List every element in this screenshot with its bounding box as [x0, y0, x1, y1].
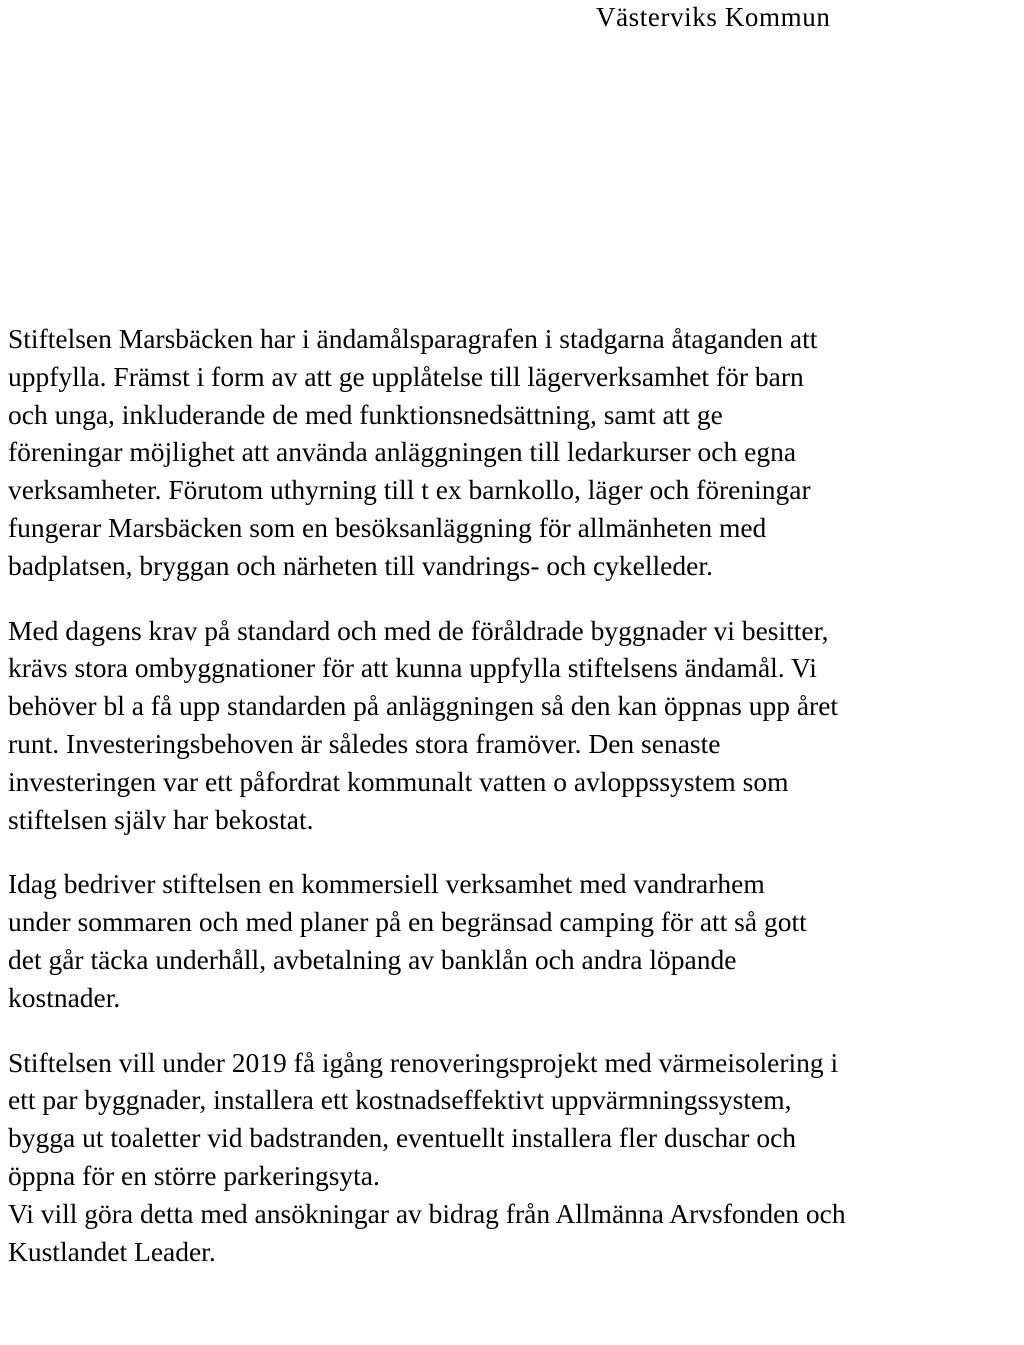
text-line: Vi vill göra detta med ansökningar av bidrag från Allmänna Arvsfonden och: [8, 1197, 846, 1229]
text-line: under sommaren och med planer på en begränsad camping för att så gott: [8, 906, 807, 938]
document-header: [596, 2, 830, 33]
paragraph-purpose: [8, 320, 1022, 585]
text-line: fungerar Marsbäcken som en besöksanläggning för allmänheten med: [8, 511, 767, 543]
text-line: Stiftelsen vill under 2019 få igång renoveringsprojekt med värmeisolering i: [8, 1046, 839, 1078]
text-line: kostnader.: [8, 981, 121, 1013]
paragraph-commercial-activity: [8, 865, 1022, 1016]
text-line: och unga, inkluderande de med funktionsnedsättning, samt att ge: [8, 398, 723, 430]
text-line: Idag bedriver stiftelsen en kommersiell verksamhet med vandrarhem: [8, 868, 765, 900]
text-line: verksamheter. Förutom uthyrning till t ex barnkollo, läger och föreningar: [8, 474, 811, 506]
text-line: stiftelsen själv har bekostat.: [8, 803, 314, 835]
text-line: Med dagens krav på standard och med de föråldrade byggnader vi besitter,: [8, 614, 829, 646]
text-line: krävs stora ombyggnationer för att kunna uppfylla stiftelsens ändamål. Vi: [8, 652, 817, 684]
text-line: det går täcka underhåll, avbetalning av banklån och andra löpande: [8, 943, 737, 975]
text-line: Kustlandet Leader.: [8, 1235, 216, 1267]
text-line: runt. Investeringsbehoven är således stora framöver. Den senaste: [8, 727, 721, 759]
text-line: bygga ut toaletter vid badstranden, eventuellt installera fler duschar och: [8, 1122, 797, 1154]
text-line: Stiftelsen Marsbäcken har i ändamålsparagrafen i stadgarna åtaganden att: [8, 323, 818, 354]
text-line: investeringen var ett påfordrat kommunalt vatten o avloppssystem som: [8, 765, 789, 797]
paragraph-investment-needs: [8, 612, 1022, 839]
text-line: ett par byggnader, installera ett kostnadseffektivt uppvärmningssystem,: [8, 1084, 792, 1116]
text-line: uppfylla. Främst i form av att ge upplåtelse till lägerverksamhet för barn: [8, 360, 804, 392]
text-line: föreningar möjlighet att använda anläggningen till ledarkurser och egna: [8, 436, 797, 468]
text-line: behöver bl a få upp standarden på anläggningen så den kan öppnas upp året: [8, 690, 839, 722]
paragraph-renovation-plans: [8, 1044, 1022, 1195]
organization-name: Västerviks Kommun: [596, 2, 831, 32]
paragraph-funding: [8, 1195, 1022, 1271]
text-line: öppna för en större parkeringsyta.: [8, 1159, 380, 1191]
document-body: [8, 320, 1022, 1270]
text-line: badplatsen, bryggan och närheten till vandrings- och cykelleder.: [8, 549, 713, 581]
